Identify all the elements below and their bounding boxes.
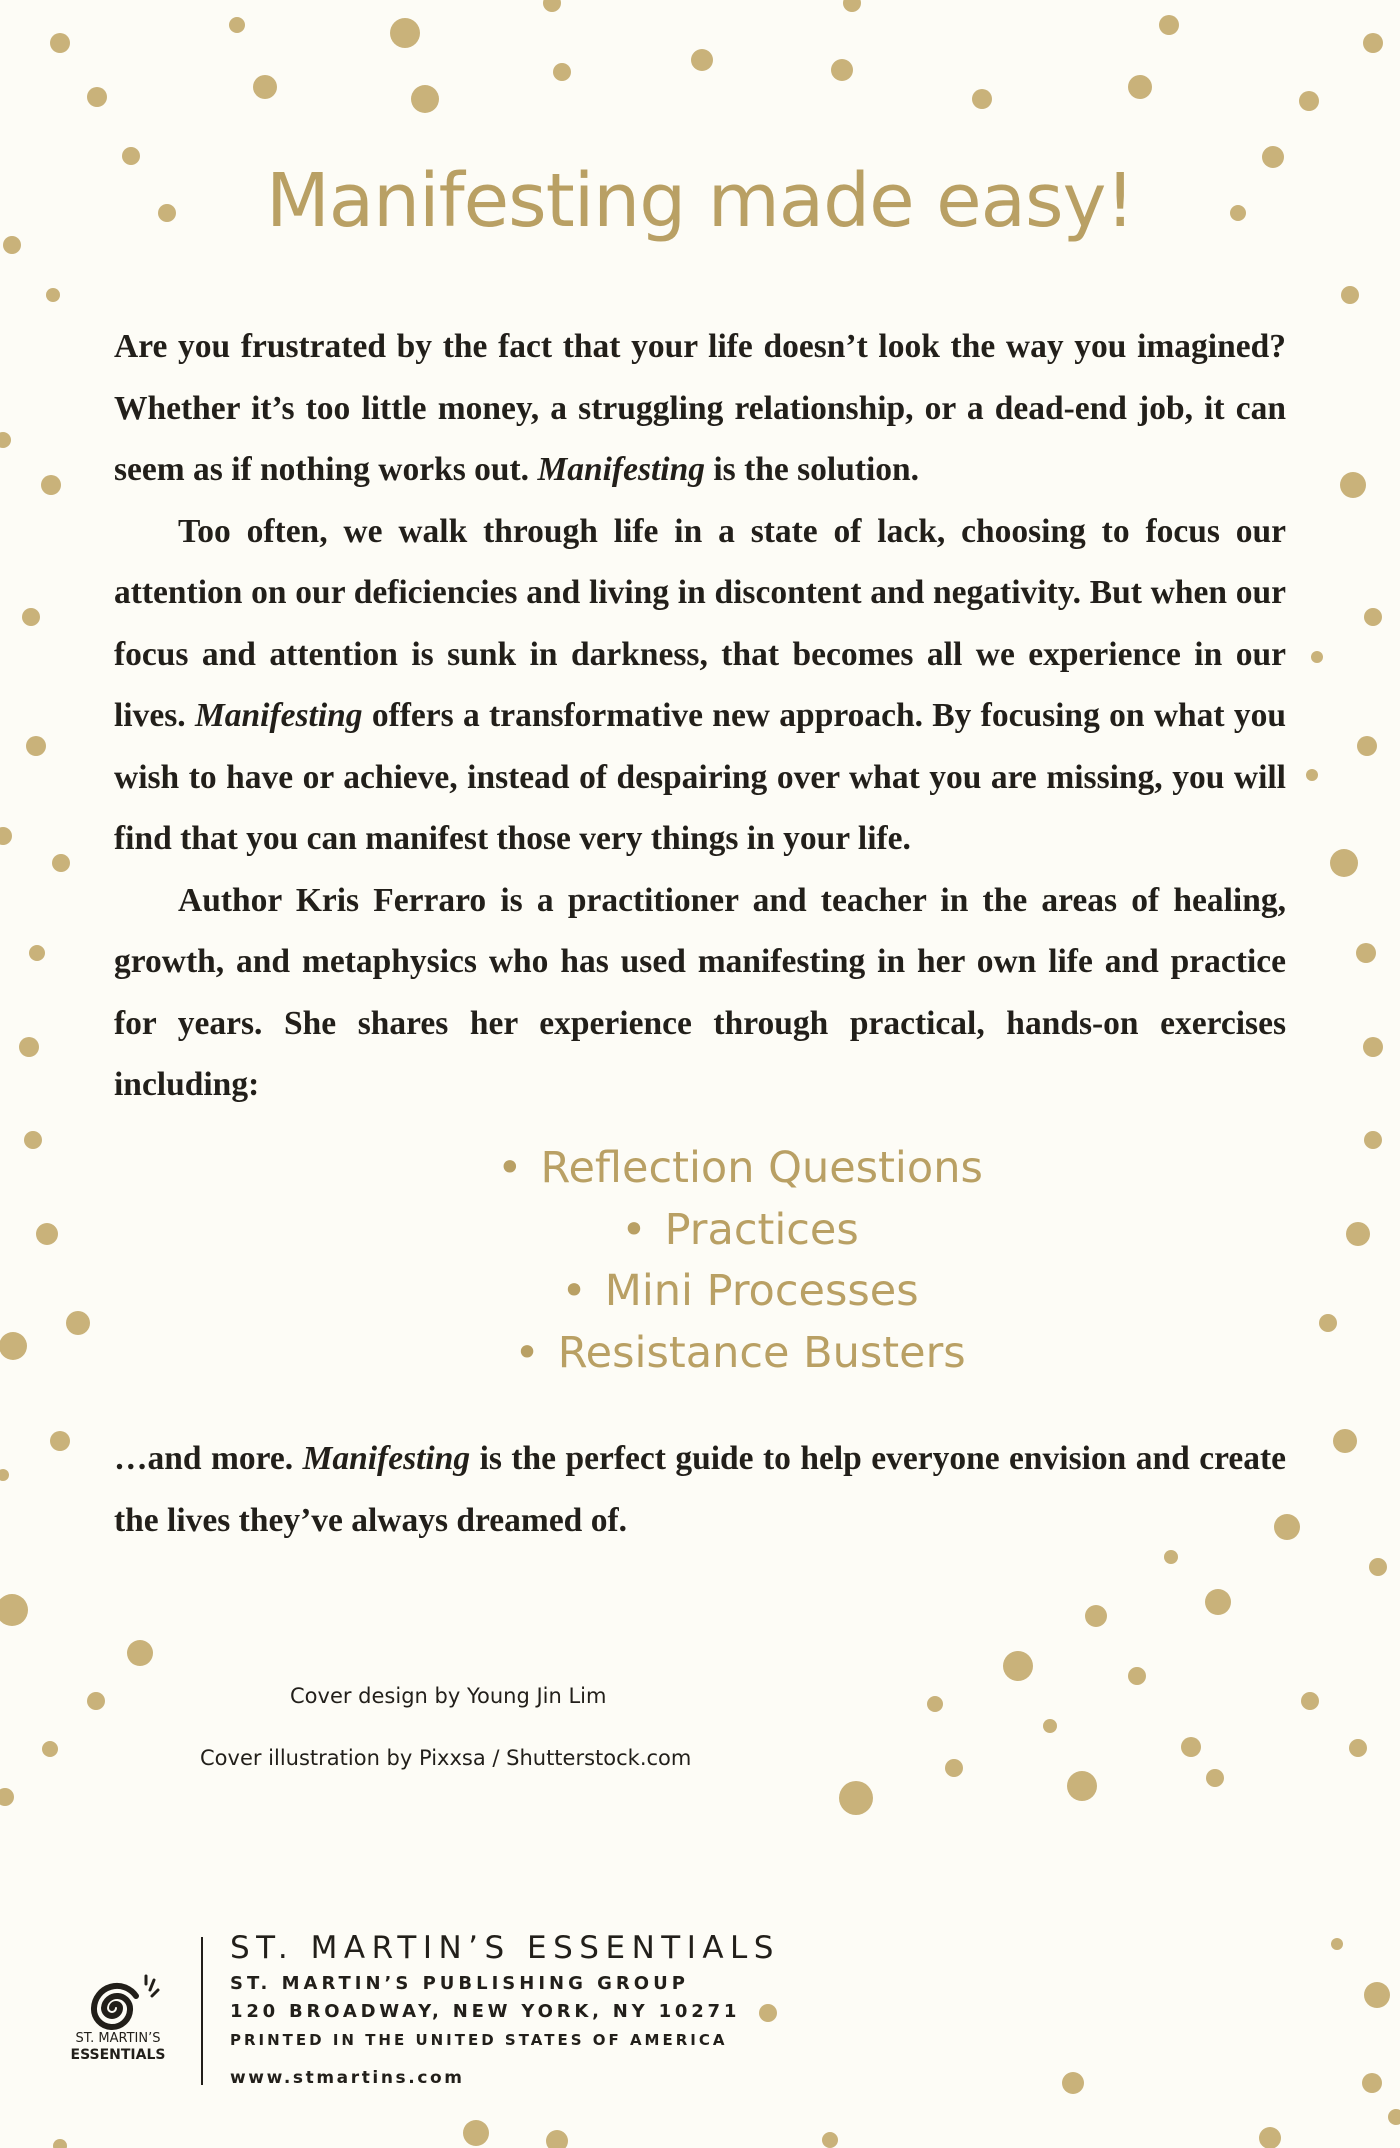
paragraph-approach: Too often, we walk through life in a state of lack, choosing to focus our attention on our deficiencies and living in discontent and negativity. But when our focus and attention is sunk in darkness, that becomes all we experience in our lives. Manifesting offers a transformative new approach. By focusing on what you wish to have or achieve, instead of despairing over what you are missing, you will find that you can manifest those very things in your life. [114,512,1286,857]
imprint-website: www.stmartins.com [230,2068,465,2088]
bullet-icon: • [621,1204,647,1255]
list-item: • Mini Processes [561,1266,919,1316]
list-item: • Resistance Busters [514,1327,966,1378]
logo-divider [201,1937,203,2085]
description-body [114,316,1286,1116]
bullet-icon: • [561,1266,587,1316]
imprint-printed: PRINTED IN THE UNITED STATES OF AMERICA [230,2031,728,2049]
paragraph-author: Author Kris Ferraro is a practitioner and teacher in the areas of healing, growth, and metaphysics who has used manifesting in her own life and practice for years. She shares her experience through practical, hands-on exercises including: [114,881,1286,1103]
cover-design-credit: Cover design by Young Jin Lim [290,1684,607,1708]
cover-illustration-credit: Cover illustration by Pixxsa / Shutterstock.com [200,1746,692,1770]
publisher-imprint [230,1928,780,2092]
imprint-group: ST. MARTIN’S PUBLISHING GROUP [230,1973,689,1994]
imprint-address: 120 BROADWAY, NEW YORK, NY 10271 [230,2001,741,2022]
bullet-icon: • [497,1143,523,1193]
exercise-list [0,1138,1400,1384]
headline: Manifesting made easy! [265,158,1135,244]
list-item: • Practices [621,1204,859,1255]
bullet-icon: • [514,1327,540,1378]
imprint-name: ST. MARTIN’S ESSENTIALS [230,1930,780,1966]
list-item: • Reflection Questions [497,1143,983,1193]
paragraph-intro: Are you frustrated by the fact that your life doesn’t look the way you imagined? Whether it’s too little money, a struggling relationship, or a dead-end job, it can seem as if nothing works out. Manifesting is the solution. [114,328,1286,488]
cover-credits [200,1676,800,1800]
closing-paragraph: …and more. Manifesting is the perfect guide to help everyone envision and create the lives they’ve always dreamed of. [114,1440,1286,1539]
publisher-logo-text: ST. MARTIN’S ESSENTIALS [70,2031,166,2063]
